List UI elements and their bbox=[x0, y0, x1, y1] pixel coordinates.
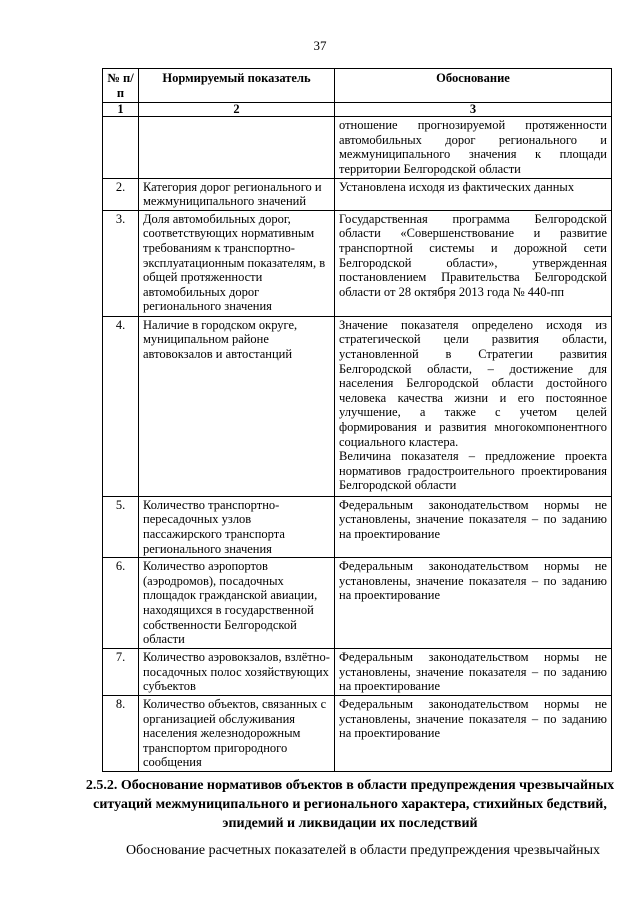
table-row bbox=[103, 178, 612, 210]
row-number: 2. bbox=[103, 178, 139, 210]
row-number: 6. bbox=[103, 558, 139, 649]
row-justification: Установлена исходя из фактических данных bbox=[335, 178, 612, 210]
row-indicator: Количество аэровокзалов, взлётно-посадочных полос хозяйствующих субъектов bbox=[139, 649, 335, 696]
body-text: Обоснование расчетных показателей в области предупреждения чрезвычайных bbox=[126, 843, 601, 858]
column-number: 3 bbox=[335, 103, 612, 117]
column-numbers-row bbox=[103, 103, 612, 117]
row-number bbox=[103, 117, 139, 178]
row-number: 5. bbox=[103, 496, 139, 557]
row-justification: Федеральным законодательством нормы не установлены, значение показателя – по заданию на проектирование bbox=[335, 496, 612, 557]
row-indicator: Наличие в городском округе, муниципальном районе автовокзалов и автостанций bbox=[139, 316, 335, 496]
column-number: 2 bbox=[139, 103, 335, 117]
section-heading: 2.5.2. Обоснование нормативов объектов в области предупреждения чрезвычайных ситуаций межмуниципального и регионального характера, стихийных бедствий, эпидемий и ликвидации их последствий bbox=[85, 778, 615, 831]
row-justification-cell bbox=[335, 316, 612, 496]
table-row bbox=[103, 117, 612, 178]
table-row bbox=[103, 210, 612, 316]
row-justification: Федеральным законодательством нормы не установлены, значение показателя – по заданию на проектирование bbox=[335, 649, 612, 696]
row-justification: Значение показателя определено исходя из стратегической цели развития области, установленной в Стратегии развития Белгородской области, – достижение для населения Белгородской области достойного человека качества жизни и его постоянное улучшение, а также с учетом целей формирования и развития многокомпонентного социального кластера. bbox=[339, 317, 607, 449]
row-number: 3. bbox=[103, 210, 139, 316]
row-indicator bbox=[139, 117, 335, 178]
header-number: № п/п bbox=[103, 69, 139, 103]
row-justification: Федеральным законодательством нормы не установлены, значение показателя – по заданию на проектирование bbox=[335, 558, 612, 649]
row-indicator: Количество аэропортов (аэродромов), посадочных площадок гражданской авиации, находящихся в государственной собственности Белгородской области bbox=[139, 558, 335, 649]
row-justification: отношение прогнозируемой протяженности автомобильных дорог регионального и межмуниципального значения к площади территории Белгородской области bbox=[335, 117, 612, 178]
header-indicator: Нормируемый показатель bbox=[139, 69, 335, 103]
header-justification: Обоснование bbox=[335, 69, 612, 103]
page-number: 37 bbox=[313, 38, 327, 53]
row-indicator: Доля автомобильных дорог, соответствующих нормативным требованиям к транспортно-эксплуатационным показателям, в общей протяженности автомобильных дорог регионального значения bbox=[139, 210, 335, 316]
row-indicator: Количество транспортно-пересадочных узлов пассажирского транспорта регионального значения bbox=[139, 496, 335, 557]
row-indicator: Категория дорог регионального и межмуниципального значений bbox=[139, 178, 335, 210]
table-row bbox=[103, 558, 612, 649]
table-row bbox=[103, 496, 612, 557]
row-justification-continued: Величина показателя – предложение проекта нормативов градостроительного проектирования Белгородской области bbox=[339, 449, 607, 493]
indicators-table bbox=[102, 68, 612, 772]
row-number: 4. bbox=[103, 316, 139, 496]
table-header-row bbox=[103, 69, 612, 103]
table-row bbox=[103, 649, 612, 696]
table-row bbox=[103, 695, 612, 771]
table-row bbox=[103, 316, 612, 496]
row-number: 7. bbox=[103, 649, 139, 696]
row-indicator: Количество объектов, связанных с организацией обслуживания населения железнодорожным транспортом пригородного сообщения bbox=[139, 695, 335, 771]
column-number: 1 bbox=[103, 103, 139, 117]
row-justification: Федеральным законодательством нормы не установлены, значение показателя – по заданию на проектирование bbox=[335, 695, 612, 771]
row-number: 8. bbox=[103, 695, 139, 771]
row-justification: Государственная программа Белгородской области «Совершенствование и развитие транспортной системы и дорожной сети Белгородской области», утвержденная постановлением Правительства Белгородской области от 28 октября 2013 года № 440-пп bbox=[335, 210, 612, 316]
